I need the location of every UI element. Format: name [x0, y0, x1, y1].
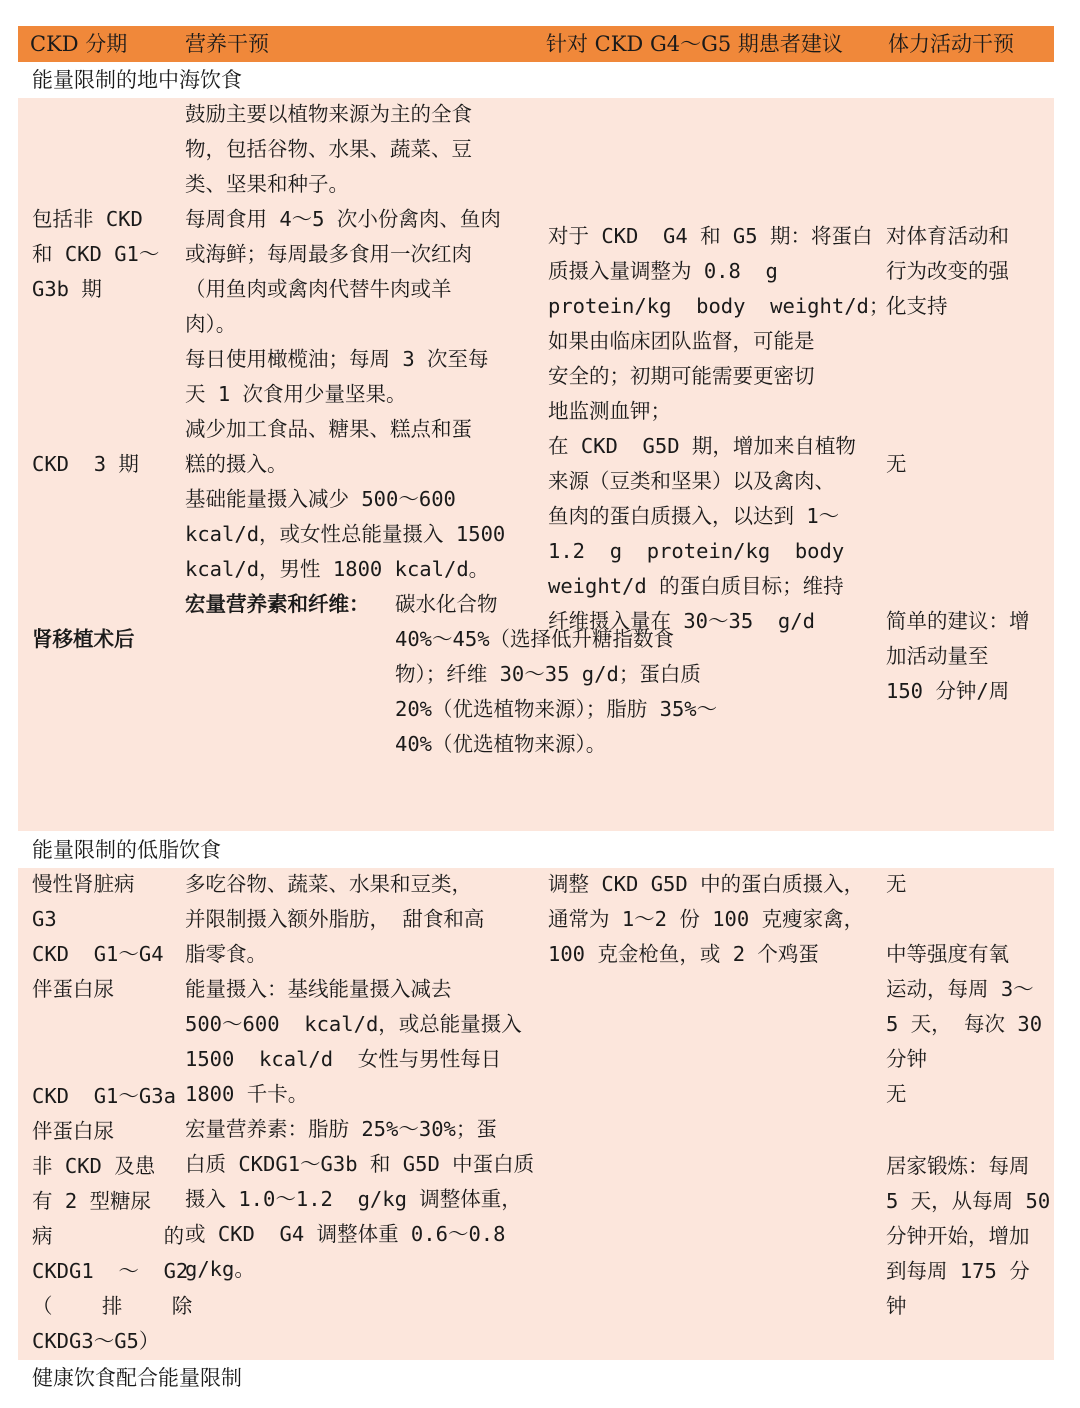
- header-ckd-stage: CKD 分期: [30, 32, 128, 56]
- header-activity: 体力活动干预: [888, 32, 1014, 56]
- nutrition-mediterranean-main: 鼓励主要以植物来源为主的全食 物，包括谷物、水果、蔬菜、豆 类、坚果和种子。 每周食用 4～5 次小份禽肉、鱼肉 或海鲜；每周最多食用一次红肉 （用鱼肉或禽肉代替牛肉或羊 肉）。 每日使用橄榄油；每周 3 次至每 天 1 次食用少量坚果。 减少加工食品、糖果、糕点和蛋 糕的摄入。 基础能量摄入减少 500～600 kcal/d，或女性总能量摄入 1500 kcal/d，男性 1800 kcal/d。: [185, 102, 506, 581]
- header-g4-g5-advice: 针对 CKD G4～G5 期患者建议: [546, 32, 843, 56]
- nutrition-low-fat: 多吃谷物、蔬菜、水果和豆类， 并限制摄入额外脂肪， 甜食和高 脂零食。 能量摄入：基线能量摄入减去 500～600 kcal/d，或总能量摄入 1500 kcal/d 女性与男性每日 1800 千卡。 宏量营养素：脂肪 25%～30%；蛋 白质 CKDG1～G3b 和 G5D 中蛋白质 摄入 1.0～1.2 g/kg 调整体重， 或 CKD G4 调整体重 0.6～0.8 g/kg。: [185, 872, 535, 1281]
- section-mediterranean-rows: [18, 98, 1054, 831]
- stage-ckd-3: CKD 3 期: [32, 452, 139, 476]
- activity-g1-g4-proteinuria: 中等强度有氧 运动，每周 3～ 5 天， 每次 30 分钟 无: [886, 942, 1043, 1106]
- stage-ckd-g3-g4-proteinuria: 慢性肾脏病 G3 CKD G1～G4 伴蛋白尿: [32, 872, 164, 1001]
- nutrition-macronutrient-label: 宏量营养素和纤维：: [185, 592, 370, 616]
- stage-kidney-transplant: 肾移植术后: [32, 627, 135, 651]
- activity-home-exercise: 居家锻炼：每周 5 天，从每周 50 分钟开始，增加 到每周 175 分 钟: [886, 1154, 1051, 1318]
- section-title-low-fat: 能量限制的低脂饮食: [18, 832, 1054, 868]
- advice-low-fat: 调整 CKD G5D 中的蛋白质摄入， 通常为 1～2 份 100 克瘦家禽， 100 克金枪鱼，或 2 个鸡蛋: [548, 872, 865, 966]
- activity-ckd-g3: 无: [886, 872, 907, 896]
- activity-ckd-3: 无: [886, 452, 907, 476]
- section-title-mediterranean: 能量限制的地中海饮食: [18, 62, 1054, 98]
- section-title-healthy-diet: 健康饮食配合能量限制: [18, 1360, 1054, 1396]
- table-header: [18, 26, 1054, 64]
- nutrition-macronutrient-first-line: 碳水化合物 40%～45%（选择低升糖指数食 物）；纤维 30～35 g/d；蛋白质 20%（优选植物来源）；脂肪 35%～ 40%（优选植物来源）。: [395, 592, 718, 756]
- stage-non-ckd-g1-g3b: 包括非 CKD 和 CKD G1～ G3b 期: [32, 207, 160, 301]
- section-low-fat-rows: [18, 868, 1054, 1360]
- header-nutrition: 营养干预: [185, 32, 269, 56]
- activity-transplant: 简单的建议：增 加活动量至 150 分钟/周: [886, 609, 1030, 703]
- advice-mediterranean: 对于 CKD G4 和 G5 期：将蛋白 质摄入量调整为 0.8 g protein/kg body weight/d； 如果由临床团队监督，可能是 安全的；初期可能需要更密切 地监测血钾； 在 CKD G5D 期，增加来自植物 来源（豆类和坚果）以及禽肉、 鱼肉的蛋白质摄入，以达到 1～ 1.2 g protein/kg body weight/d 的蛋白质目标；维持 纤维摄入量在 30～35 g/d: [548, 224, 890, 633]
- activity-non-ckd: 对体育活动和 行为改变的强 化支持: [886, 224, 1009, 318]
- stage-ckd-g1-g3a-diabetes: CKD G1～G3a 伴蛋白尿 非 CKD 及患 有 2 型糖尿 病 的 CKDG1 ～ G2 （ 排 除 CKDG3～G5）: [32, 1084, 193, 1353]
